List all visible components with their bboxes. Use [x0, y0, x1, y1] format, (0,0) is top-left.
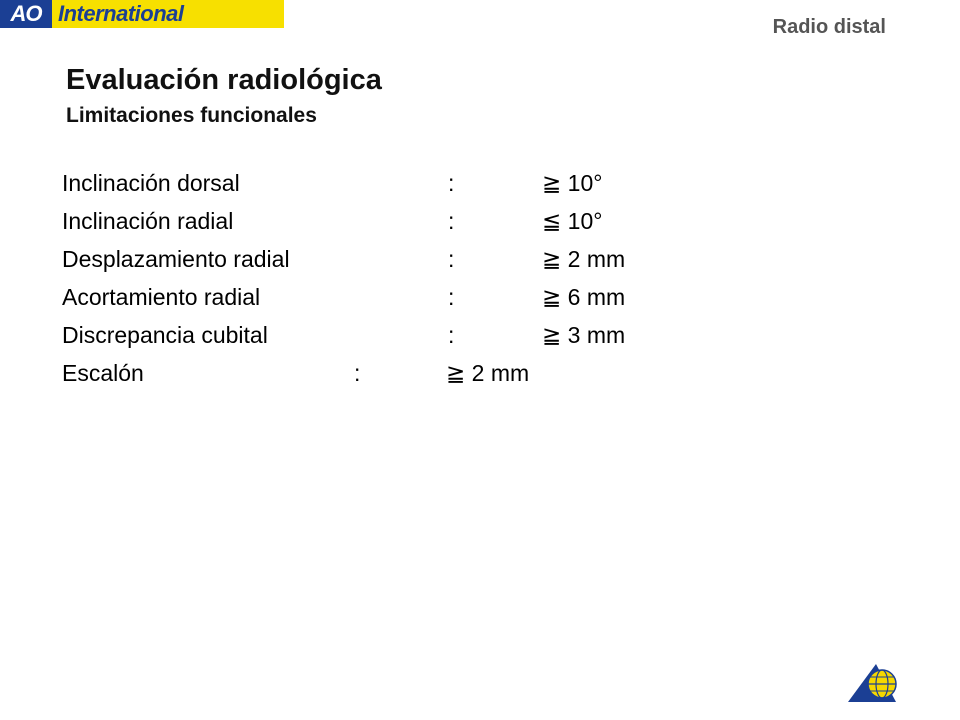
criteria-row	[62, 202, 762, 240]
criteria-label: Desplazamiento radial	[62, 246, 290, 272]
criteria-colon: :	[448, 170, 455, 196]
criteria-row	[62, 278, 762, 316]
criteria-label: Escalón	[62, 360, 144, 386]
section-label: Radio distal	[772, 16, 886, 38]
criteria-list	[62, 164, 762, 392]
logo-ao-text: AO	[0, 0, 52, 28]
criteria-value: ≦ 10°	[542, 208, 603, 234]
criteria-label: Inclinación dorsal	[62, 170, 240, 196]
criteria-colon: :	[448, 246, 455, 272]
criteria-row	[62, 354, 762, 392]
criteria-colon: :	[448, 208, 455, 234]
ao-international-logo	[0, 0, 284, 28]
slide-subtitle: Limitaciones funcionales	[66, 104, 317, 127]
criteria-value: ≧ 2 mm	[446, 360, 530, 386]
criteria-label: Discrepancia cubital	[62, 322, 268, 348]
logo-international-text: International	[58, 1, 184, 26]
criteria-row	[62, 164, 762, 202]
criteria-value: ≧ 2 mm	[542, 246, 626, 272]
criteria-value: ≧ 3 mm	[542, 322, 626, 348]
criteria-value: ≧ 10°	[542, 170, 603, 196]
criteria-colon: :	[354, 360, 361, 386]
criteria-label: Inclinación radial	[62, 208, 234, 234]
criteria-row	[62, 240, 762, 278]
criteria-colon: :	[448, 284, 455, 310]
slide-title: Evaluación radiológica	[66, 64, 382, 96]
criteria-row	[62, 316, 762, 354]
criteria-colon: :	[448, 322, 455, 348]
criteria-label: Acortamiento radial	[62, 284, 261, 310]
ao-triangle-globe-icon	[846, 660, 902, 704]
criteria-value: ≧ 6 mm	[542, 284, 626, 310]
